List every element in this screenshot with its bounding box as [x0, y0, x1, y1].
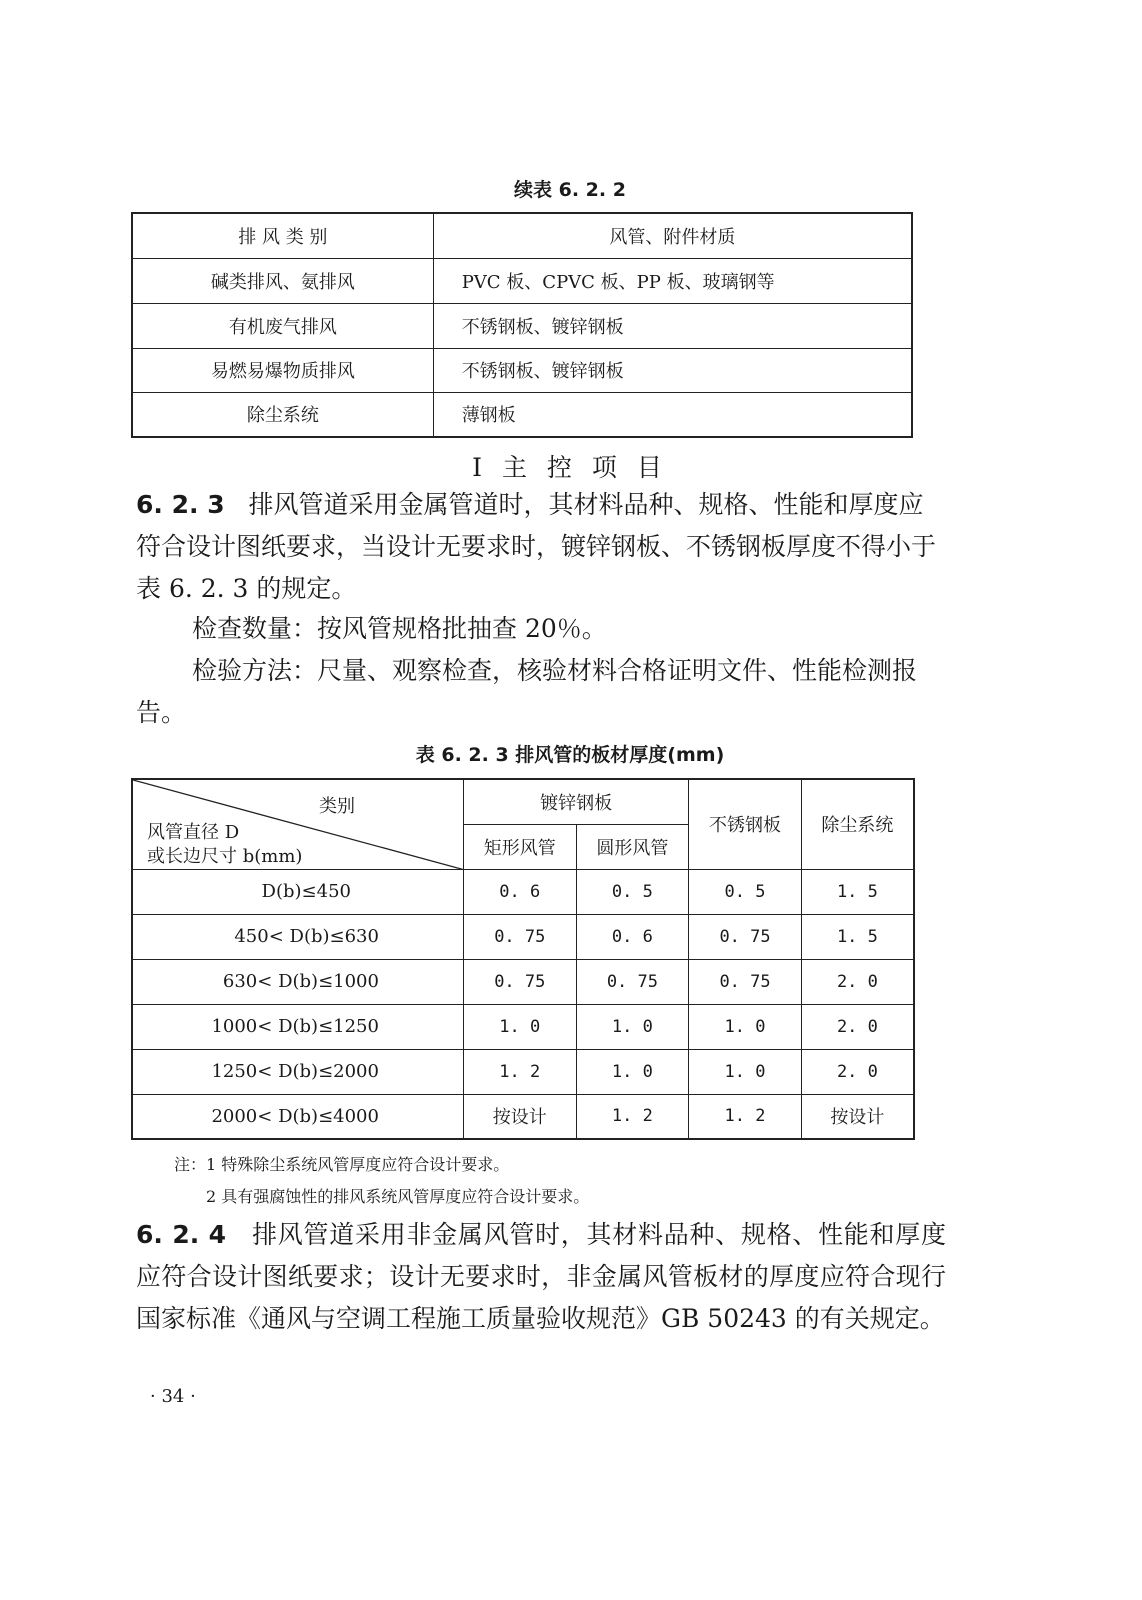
section-heading: Ⅰ 主 控 项 目: [472, 453, 668, 482]
header-stainless: 不锈钢板: [689, 779, 802, 869]
table-row: [132, 1004, 914, 1049]
table-row: [132, 258, 912, 303]
corner-bottom-line2: 或长边尺寸 b(mm): [147, 846, 303, 867]
table1-cell: 除尘系统: [132, 392, 433, 437]
value-cell: 0. 6: [576, 914, 689, 959]
value-cell: 1. 5: [801, 914, 914, 959]
value-cell: 1. 0: [576, 1004, 689, 1049]
header-dust: 除尘系统: [801, 779, 914, 869]
value-cell: 2. 0: [801, 1004, 914, 1049]
value-cell: 1. 2: [463, 1049, 576, 1094]
header-galvanized: 镀锌钢板: [463, 779, 688, 824]
value-cell: 0. 75: [463, 914, 576, 959]
page-number: · 34 ·: [150, 1386, 196, 1407]
table2-corner-cell: [132, 779, 463, 869]
table1-header-material: 风管、附件材质: [433, 213, 912, 258]
table1-cell: 有机废气排风: [132, 303, 433, 348]
table-row: [132, 303, 912, 348]
clause-number: 6. 2. 4: [136, 1220, 227, 1249]
table1-cell: PVC 板、CPVC 板、PP 板、玻璃钢等: [433, 258, 912, 303]
table2-note-2: 2 具有强腐蚀性的排风系统风管厚度应符合设计要求。: [206, 1187, 590, 1206]
table-row: [132, 869, 914, 914]
range-cell: D(b)≤450: [132, 869, 463, 914]
value-cell: 2. 0: [801, 1049, 914, 1094]
clause-6-2-3: [136, 484, 946, 610]
value-cell: 1. 2: [689, 1094, 802, 1139]
range-cell: 630< D(b)≤1000: [132, 959, 463, 1004]
clause-6-2-4: [136, 1214, 946, 1340]
table-row: [132, 1094, 914, 1139]
table1: [131, 212, 913, 438]
table-row: [132, 392, 912, 437]
value-cell: 0. 5: [576, 869, 689, 914]
corner-top-label: 类别: [319, 796, 355, 817]
value-cell: 0. 6: [463, 869, 576, 914]
table1-cell: 不锈钢板、镀锌钢板: [433, 303, 912, 348]
clause-text: 排风管道采用金属管道时，其材料品种、规格、性能和厚度应符合设计图纸要求，当设计无要求时，镀锌钢板、不锈钢板厚度不得小于表 6. 2. 3 的规定。: [136, 490, 937, 603]
table2: [131, 778, 915, 1140]
value-cell: 1. 0: [463, 1004, 576, 1049]
table-row: [132, 1049, 914, 1094]
value-cell: 1. 0: [576, 1049, 689, 1094]
range-cell: 450< D(b)≤630: [132, 914, 463, 959]
value-cell: 0. 75: [689, 914, 802, 959]
value-cell: 0. 75: [576, 959, 689, 1004]
range-cell: 1250< D(b)≤2000: [132, 1049, 463, 1094]
table-row: [132, 959, 914, 1004]
clause-text: 排风管道采用非金属风管时，其材料品种、规格、性能和厚度应符合设计图纸要求；设计无要求时，非金属风管板材的厚度应符合现行国家标准《通风与空调工程施工质量验收规范》GB 50243 的有关规定。: [136, 1220, 946, 1333]
table1-cell: 不锈钢板、镀锌钢板: [433, 348, 912, 392]
table-row: [132, 348, 912, 392]
range-cell: 1000< D(b)≤1250: [132, 1004, 463, 1049]
value-cell: 0. 75: [689, 959, 802, 1004]
clause-number: 6. 2. 3: [136, 490, 225, 519]
header-rect-duct: 矩形风管: [463, 824, 576, 869]
corner-bottom-line1: 风管直径 D: [147, 822, 240, 843]
table1-cell: 易燃易爆物质排风: [132, 348, 433, 392]
value-cell: 按设计: [463, 1094, 576, 1139]
value-cell: 0. 5: [689, 869, 802, 914]
table2-caption: 表 6. 2. 3 排风管的板材厚度(mm): [415, 744, 725, 766]
table2-note-1: 注：1 特殊除尘系统风管厚度应符合设计要求。: [174, 1155, 510, 1174]
table1-header-category: 排 风 类 别: [132, 213, 433, 258]
range-cell: 2000< D(b)≤4000: [132, 1094, 463, 1139]
inspection-method: 检验方法：尺量、观察检查，核验材料合格证明文件、性能检测报告。: [136, 656, 918, 727]
value-cell: 1. 5: [801, 869, 914, 914]
value-cell: 1. 0: [689, 1004, 802, 1049]
table-row: [132, 914, 914, 959]
inspection-quantity: 检查数量：按风管规格批抽查 20％。: [192, 614, 607, 643]
value-cell: 2. 0: [801, 959, 914, 1004]
header-round-duct: 圆形风管: [576, 824, 689, 869]
value-cell: 1. 2: [576, 1094, 689, 1139]
table1-cell: 薄钢板: [433, 392, 912, 437]
value-cell: 0. 75: [463, 959, 576, 1004]
table1-cell: 碱类排风、氨排风: [132, 258, 433, 303]
value-cell: 1. 0: [689, 1049, 802, 1094]
table1-caption: 续表 6. 2. 2: [514, 179, 626, 201]
value-cell: 按设计: [801, 1094, 914, 1139]
